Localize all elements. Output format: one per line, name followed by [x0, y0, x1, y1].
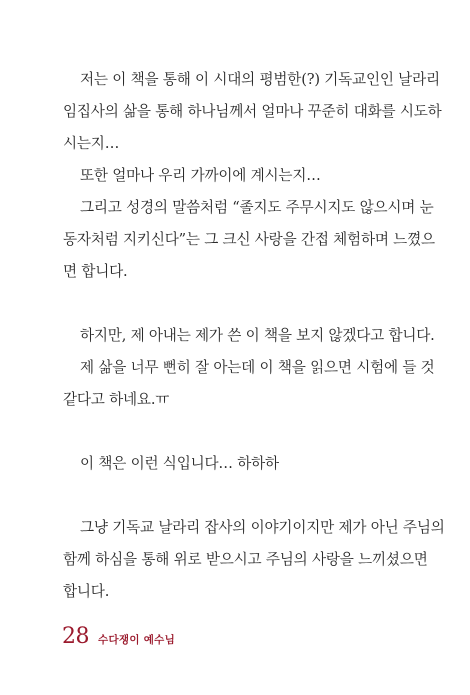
text-line: 임집사의 삶을 통해 하나님께서 얼마나 꾸준히 대화를 시도하	[63, 103, 442, 120]
text-line: 시는지…	[63, 135, 120, 152]
page-number: 28	[62, 624, 89, 649]
text-line: 동자처럼 지키신다”는 그 크신 사랑을 간접 체험하며 느꼈으	[63, 231, 435, 248]
text-line: 하지만, 제 아내는 제가 쓴 이 책을 보지 않겠다고 합니다.	[80, 327, 435, 344]
text-line: 면 합니다.	[63, 263, 128, 280]
page-footer	[62, 624, 175, 654]
paragraph-temptation	[63, 352, 435, 416]
text-line: 함께 하심을 통해 위로 받으시고 주님의 사랑을 느끼셨으면	[63, 551, 428, 568]
paragraph-comfort	[63, 512, 445, 608]
text-line: 그냥 기독교 날라리 잡사의 이야기이지만 제가 아닌 주님의	[80, 519, 445, 536]
text-line: 제 삶을 너무 뻔히 잘 아는데 이 책을 읽으면 시험에 들 것	[80, 359, 435, 376]
paragraph-wife	[63, 320, 435, 352]
paragraph-scripture	[63, 192, 435, 288]
text-line: 그리고 성경의 말씀처럼 “졸지도 주무시지도 않으시며 눈	[80, 199, 434, 216]
text-line: 또한 얼마나 우리 가까이에 계시는지…	[80, 167, 321, 184]
paragraph-intent	[63, 64, 442, 160]
text-line: 이 책은 이런 식입니다… 하하하	[80, 455, 279, 472]
running-book-title: 수다쟁이 예수님	[98, 634, 176, 646]
paragraph-presence	[63, 160, 411, 192]
text-line: 저는 이 책을 통해 이 시대의 평범한(?) 기독교인인 날라리	[80, 71, 440, 88]
text-line: 같다고 하네요.ㅠ	[63, 391, 170, 408]
paragraph-style	[63, 448, 411, 480]
text-line: 합니다.	[63, 583, 110, 600]
